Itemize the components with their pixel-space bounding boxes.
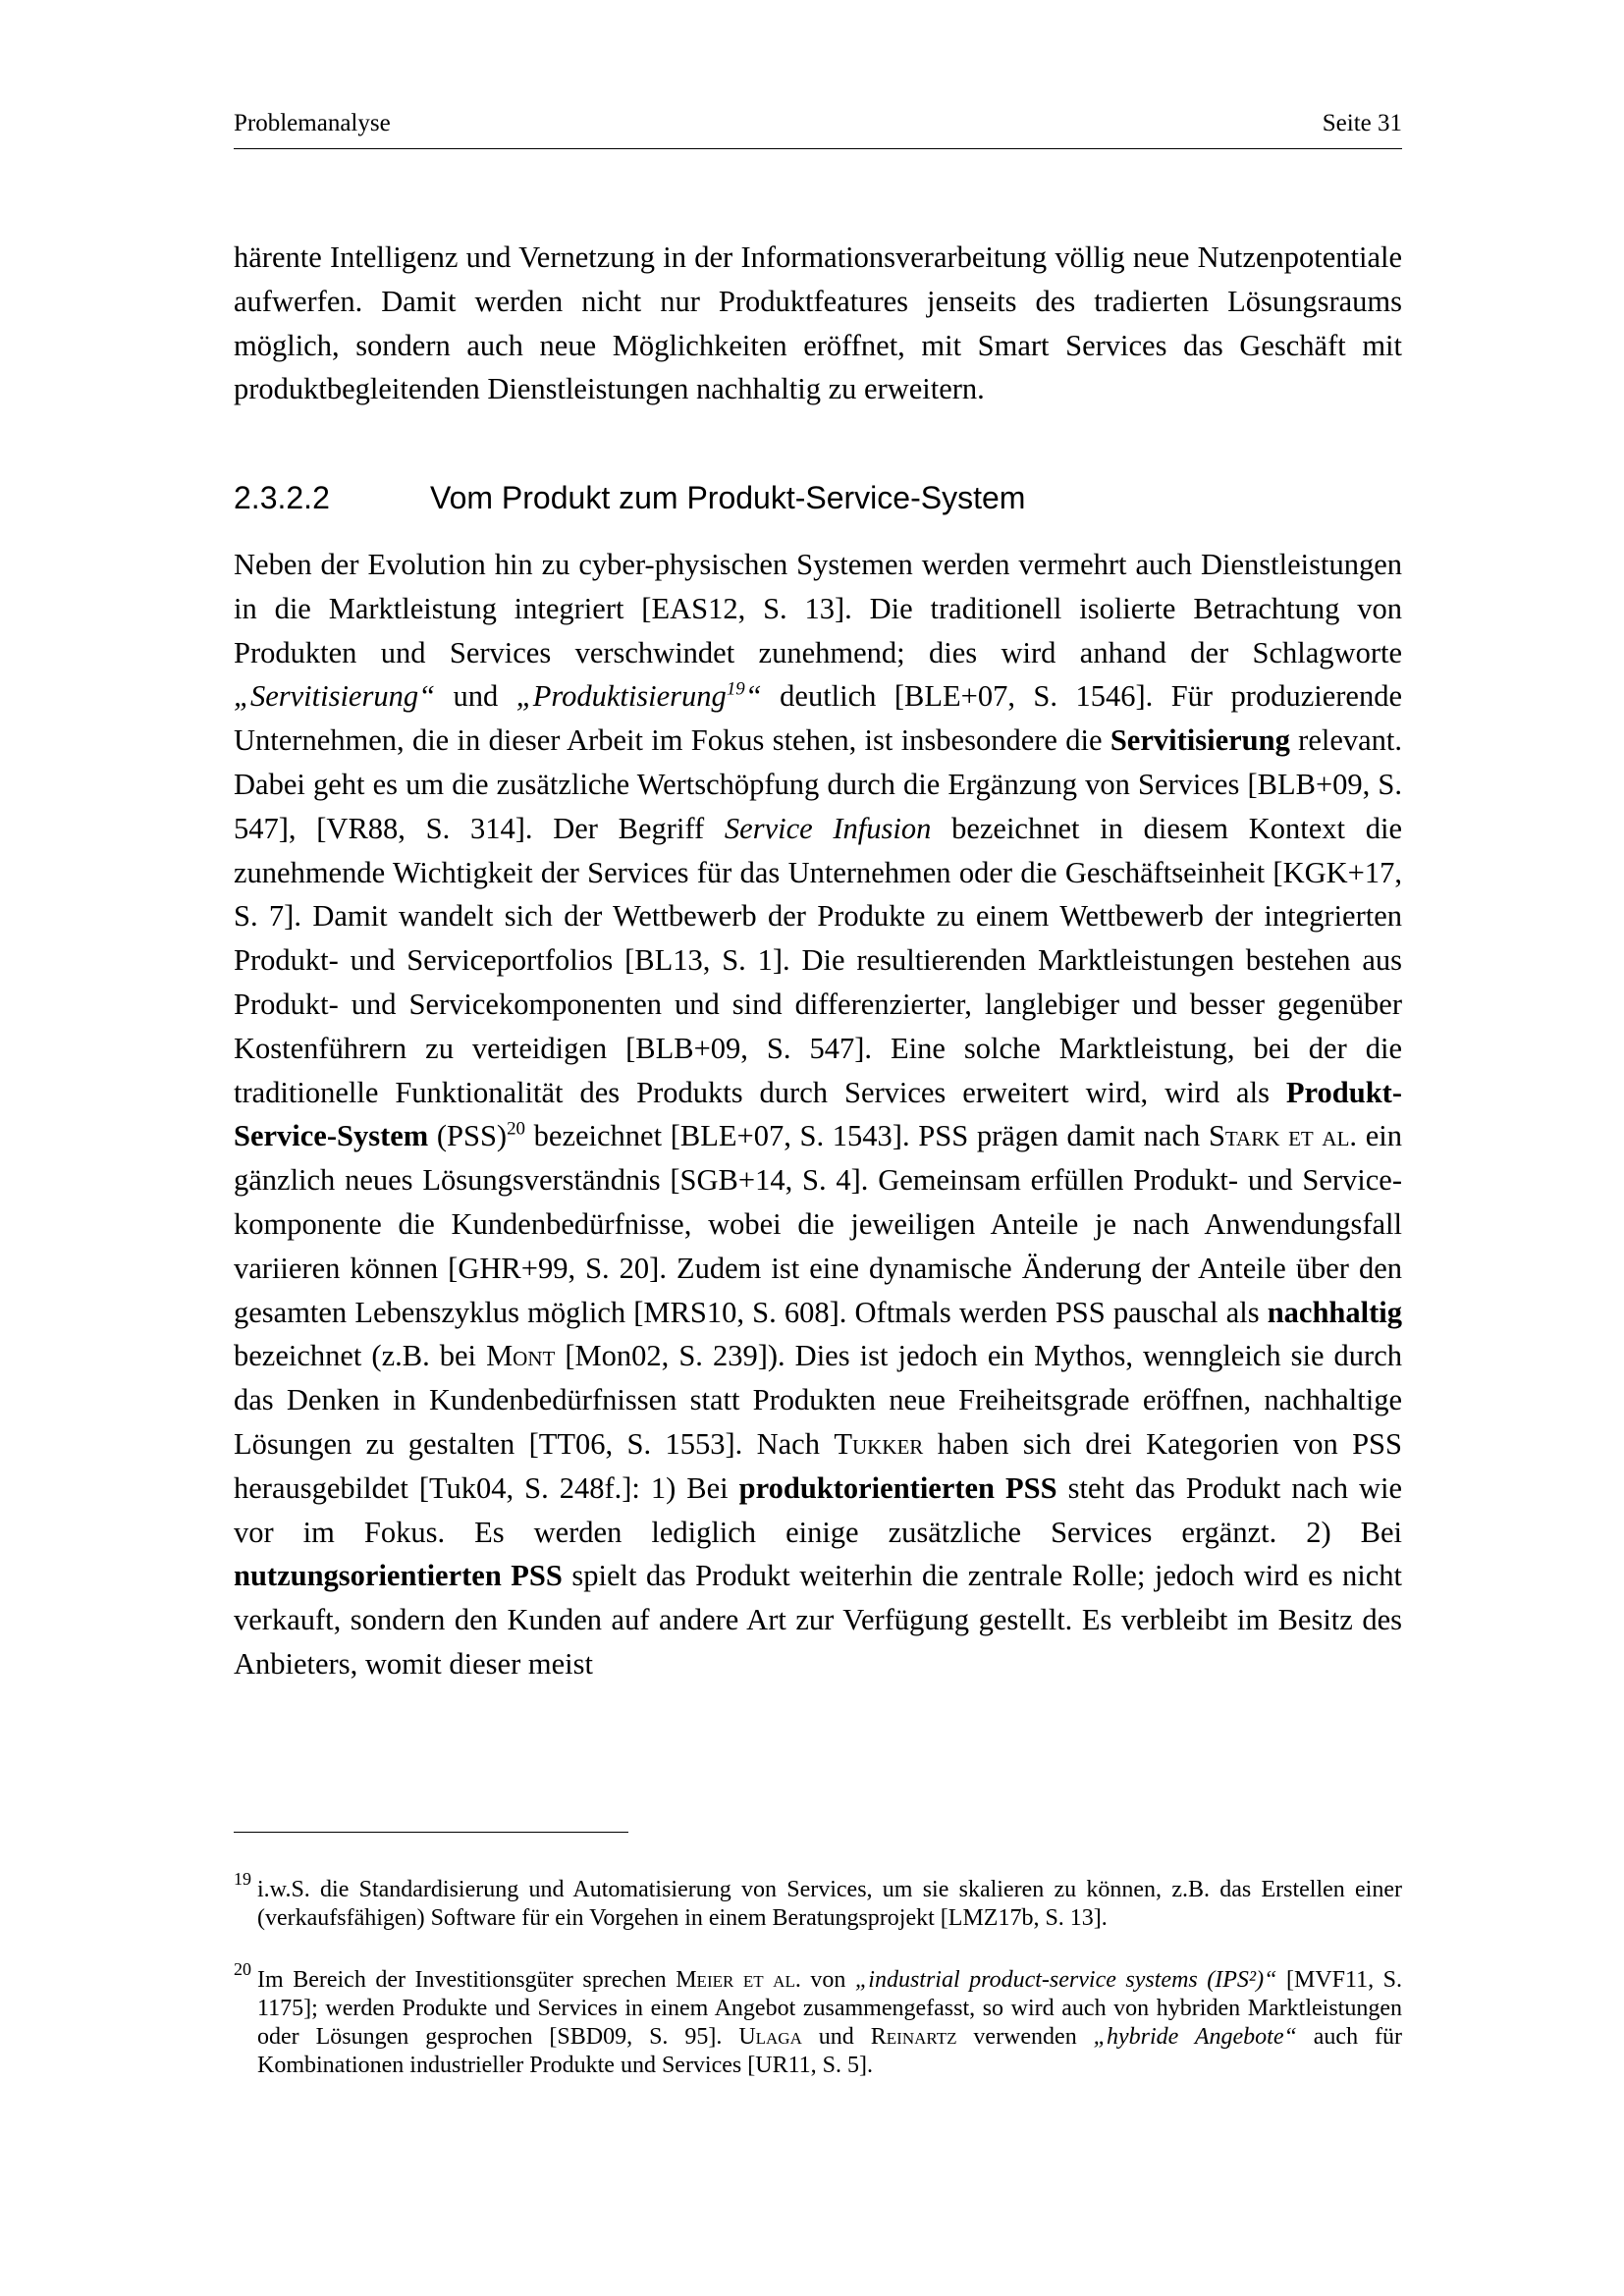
paragraph-2-text xyxy=(234,543,1402,1686)
author-ulaga: Ulaga xyxy=(738,2024,802,2050)
text-run: und xyxy=(801,2024,871,2050)
text-run: [Mon02, S. 239]). Dies ist jedoch ein Mythos, wenngleich sie durch das Denken in Kundenbedürfnissen statt Produkten neue Freiheitsgrade eröffnen, nachhaltige Lösungen zu gestalten [TT06, S. 1553]. Nach xyxy=(234,1339,1402,1461)
term-hybride-angebote: „hybride Angebote“ xyxy=(1093,2024,1297,2050)
text-run: relevant. Dabei geht es um die zusätzliche Wertschöpfung durch die Ergänzung von Services [BLB+09, S. 547], [VR88, S. 314]. Der Begriff xyxy=(234,723,1403,845)
section-number: 2.3.2.2 xyxy=(234,480,330,515)
text-run: bezeichnet (z.B. bei xyxy=(234,1339,487,1373)
footnote-19-text: i.w.S. die Standardisierung und Automatisierung von Services, um sie skalieren zu können, z.B. das Erstellen einer (verkaufsfähigen) Software für ein Vorgehen in einem Beratungsprojekt [LMZ17b, S. 13]. xyxy=(257,1877,1402,1931)
text-run: auch für Kombinationen industrieller Produkte und Services [UR11, S. 5]. xyxy=(257,2024,1403,2078)
closing-quote: “ xyxy=(744,679,762,714)
section-heading xyxy=(234,478,1402,517)
footnote-separator xyxy=(234,1832,628,1833)
footnote-ref-20: 20 xyxy=(507,1118,525,1140)
text-run: Neben der Evolution hin zu cyber-physischen Systemen werden vermehrt auch Dienstleistungen in die Marktleistung integriert [EAS12, S. 13]. Die traditionell isolierte Betrachtung von Produkten und Services verschwindet zunehmend; dies wird anhand der Schlagworte xyxy=(234,548,1402,669)
text-run: Im Bereich der Investitionsgüter sprechen xyxy=(257,1967,677,1993)
text-run: ein gänzlich neues Lösungsverständnis [SGB+14, S. 4]. Gemeinsam erfüllen Produkt- und Servicekomponente die Kundenbedürfnisse, wobei die jeweiligen Anteile je nach Anwendungsfall variieren können [GHR+99, S. 20]. Zudem ist eine dynamische Änderung der Anteile über den gesamten Lebenszyklus möglich [MRS10, S. 608]. Oftmals werden PSS pauschal als xyxy=(234,1119,1402,1329)
text-run: [MVF11, S. 1175]; werden Produkte und Services in einem Angebot zusammengefasst, so wird auch von hybriden Marktleistungen oder Lösungen gesprochen [SBD09, S. 95]. xyxy=(257,1967,1403,2050)
paragraph-main xyxy=(234,543,1402,1686)
text-run: bezeichnet in diesem Kontext die zunehmende Wichtigkeit der Services für das Unternehmen oder die Geschäftseinheit [KGK+17, S. 7]. Damit wandelt sich der Wettbewerb der Produkte zu einem Wettbewerb der integrierten Produkt- und Serviceportfolios [BL13, S. 1]. Die resultierenden Marktleistungen bestehen aus Produkt- und Servicekomponenten und sind differenzierter, langlebiger und besser gegenüber Kostenführern zu verteidigen [BLB+09, S. 547]. Eine solche Marktleistung, bei der die traditionelle Funktionalität des Produkts durch Services erweitert wird, wird als xyxy=(234,811,1403,1109)
paragraph-continuation xyxy=(234,236,1402,411)
term-nutzungsorientierte-pss: nutzungsorientierten PSS xyxy=(234,1559,563,1593)
term-nachhaltig: nachhaltig xyxy=(1267,1295,1402,1329)
term-produktisierung-text: „Produktisierung xyxy=(515,679,727,714)
footnote-19 xyxy=(234,1869,1402,1933)
term-produktorientierte-pss: produktorientierten PSS xyxy=(738,1470,1057,1505)
author-reinartz: Reinartz xyxy=(870,2024,957,2050)
text-run: verwenden xyxy=(956,2024,1094,2050)
text-run: (PSS) xyxy=(428,1119,508,1153)
term-service-infusion: Service Infusion xyxy=(724,811,932,845)
term-produkt-service-system: Produkt-Service-System xyxy=(234,1075,1402,1153)
text-run: von xyxy=(800,1967,855,1993)
header-section-title: Problemanalyse xyxy=(234,110,391,136)
author-mont: Mont xyxy=(486,1339,556,1373)
footnote-19-number: 19 xyxy=(234,1869,251,1889)
author-meier: Meier et al. xyxy=(676,1967,801,1993)
footnote-20 xyxy=(234,1959,1403,2080)
footnote-20-text xyxy=(257,1966,1402,2080)
term-produktisierung xyxy=(516,679,762,713)
term-servitisierung-quoted: „Servitisierung“ xyxy=(234,679,436,714)
term-servitisierung-bold: Servitisierung xyxy=(1110,723,1290,758)
text-run: steht das Produkt nach wie vor im Fokus. Es werden lediglich einige zusätzliche Services ergänzt. 2) Bei xyxy=(234,1470,1402,1549)
term-ips: „industrial product-service systems (IPS²)“ xyxy=(854,1967,1277,1993)
text-run: und xyxy=(435,679,516,714)
section-title: Vom Produkt zum Produkt-Service-System xyxy=(430,480,1026,515)
text-run: spielt das Produkt weiterhin die zentrale Rolle; jedoch wird es nicht verkauft, sondern den Kunden auf andere Art zur Verfügung gestellt. Es verbleibt im Besitz des Anbieters, womit dieser meist xyxy=(234,1559,1402,1681)
footnote-ref-19: 19 xyxy=(726,678,745,700)
running-header xyxy=(234,109,1402,149)
paragraph-1-text: härente Intelligenz und Vernetzung in der Informationsverarbeitung völlig neue Nutzenpotentiale aufwerfen. Damit werden nicht nur Produktfeatures jenseits des tradierten Lösungsraums möglich, sondern auch neue Möglichkeiten eröffnet, mit Smart Services das Geschäft mit produktbegleitenden Dienstleistungen nachhaltig zu erweitern. xyxy=(234,240,1402,406)
author-stark: Stark et al. xyxy=(1208,1119,1358,1153)
text-run: deutlich [BLE+07, S. 1546]. Für produzierende Unternehmen, die in dieser Arbeit im Fokus stehen, ist insbesondere die xyxy=(234,679,1402,758)
footnote-20-number: 20 xyxy=(234,1959,251,1979)
text-run: haben sich drei Kategorien von PSS herausgebildet [Tuk04, S. 248f.]: 1) Bei xyxy=(234,1426,1402,1505)
text-run: bezeichnet [BLE+07, S. 1543]. PSS prägen damit nach xyxy=(524,1119,1209,1153)
author-tukker: Tukker xyxy=(834,1426,924,1461)
header-page-number: Seite 31 xyxy=(1322,110,1402,136)
